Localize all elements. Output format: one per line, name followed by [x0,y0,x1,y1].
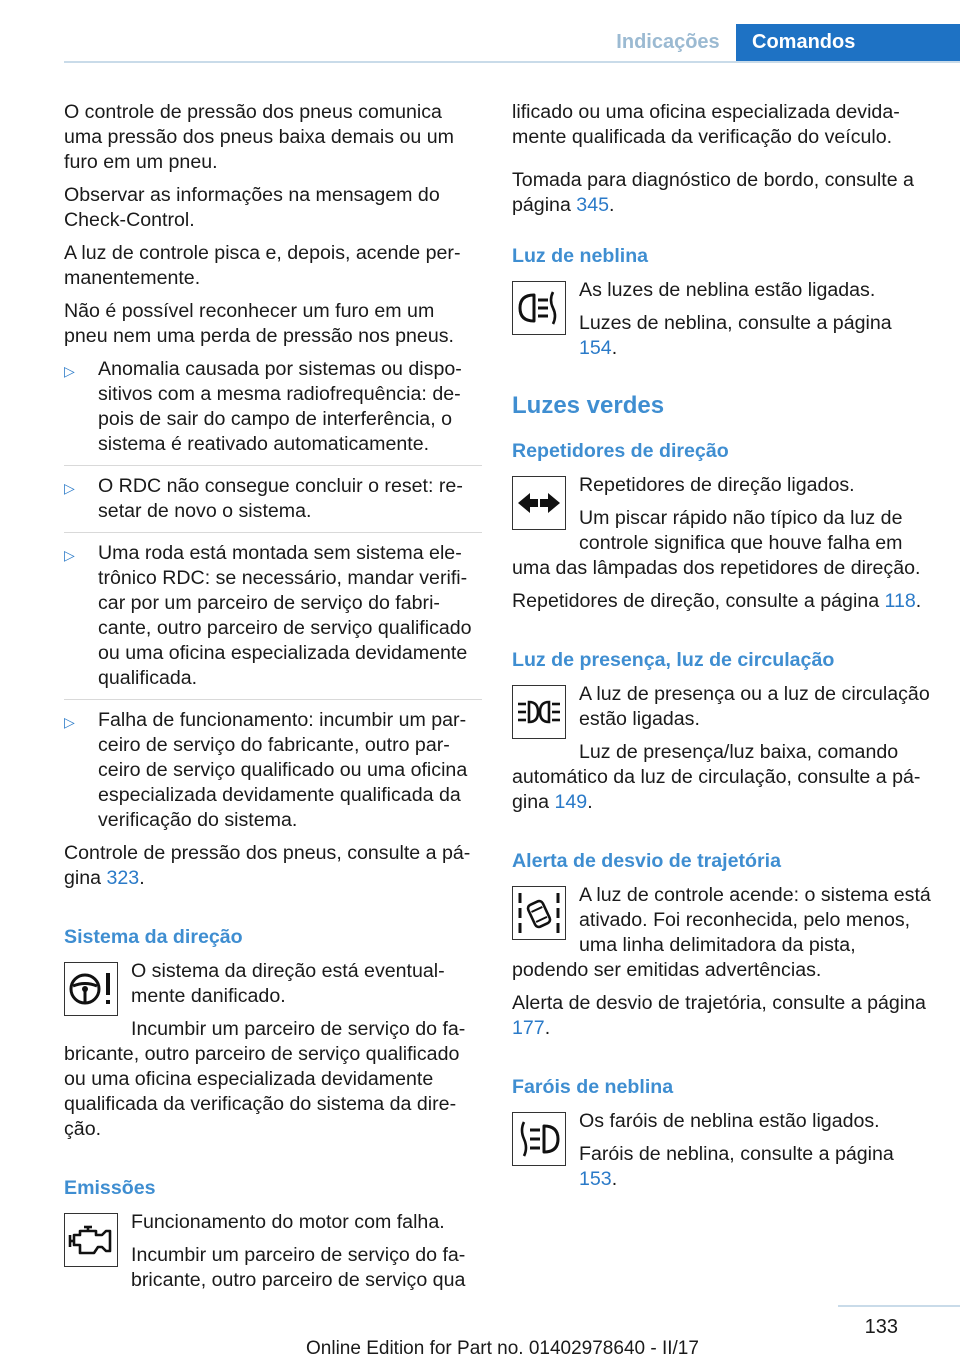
footer-rule [838,1305,960,1307]
foglamps-p2: Faróis de neblina, consulte a página 153. [579,1143,894,1190]
page-link-118[interactable]: 118 [884,590,916,612]
right-column [512,100,932,1200]
control-light-note: A luz de controle pisca e, depois, acende permanentemente. [64,242,461,289]
page-link-323[interactable]: 323 [106,867,140,889]
section-title-lane-departure: Alerta de desvio de trajetória [512,850,781,872]
causes-list [64,357,482,833]
triangle-bullet-icon: ▷ [64,547,75,563]
parking-p2: Luz de presença/luz baixa, comando automático da luz de circulação, consulte a página 149. [512,741,921,813]
tire-pressure-intro: O controle de pressão dos pneus comunica uma pressão dos pneus baixa demais ou um furo em um pneu. [64,101,454,173]
page-link-149[interactable]: 149 [554,791,588,813]
triangle-bullet-icon: ▷ [64,714,75,730]
turn-p3: Repetidores de direção, consulte a página 118. [512,590,922,612]
lane-p1: A luz de controle acende: o sistema está ativado. Foi reconhecida, pelo menos, uma linha delimitadora da pista, podendo ser emitidas advertências. [512,884,931,981]
list-item: ▷ Anomalia causada por sistemas ou dispositivos com a mesma radiofrequência: depois de sair do campo de interferência, o sistema é reativado automaticamente. [64,357,482,466]
section-title-fog-light: Luz de neblina [512,245,649,267]
obd-reference: Tomada para diagnóstico de bordo, consulte a página 345. [512,169,914,216]
triangle-bullet-icon: ▷ [64,363,75,379]
section-title-green-lights: Luzes verdes [512,392,665,419]
engine-icon [64,1213,118,1267]
fog-lamp-icon [512,1112,566,1166]
parking-light-icon [512,685,566,739]
left-column [64,100,482,1301]
foglamps-p1: Os faróis de neblina estão ligados. [579,1110,880,1132]
header-rule [64,61,960,63]
section-title-turn-signals: Repetidores de direção [512,440,729,462]
list-item: ▷ O RDC não consegue concluir o reset: resetar de novo o sistema. [64,474,482,533]
emissions-p1: Funcionamento do motor com falha. [131,1211,445,1233]
detection-note: Não é possível reconhecer um furo em um pneu nem uma perda de pressão nos pneus. [64,300,454,347]
steering-p2: Incumbir um parceiro de serviço do fabricante, outro parceiro de serviço qualificado ou uma oficina especializada devidamente qualificada da verificação do sistema da direção. [64,1018,466,1140]
section-title-fog-lamps: Faróis de neblina [512,1076,674,1098]
turn-p1: Repetidores de direção ligados. [579,474,855,496]
page-link-154[interactable]: 154 [579,337,612,359]
parking-p1: A luz de presença ou a luz de circulação estão ligadas. [579,683,930,730]
fog-p1: As luzes de neblina estão ligadas. [579,279,876,301]
tab-commands[interactable]: Comandos [736,24,960,61]
check-control-note: Observar as informações na mensagem do Check-Control. [64,184,440,231]
section-title-steering: Sistema da direção [64,926,243,948]
page-link-345[interactable]: 345 [576,194,609,216]
tire-pressure-reference: Controle de pressão dos pneus, consulte a página 323. [64,842,471,889]
list-item: ▷ Falha de funcionamento: incumbir um parceiro de serviço do fabricante, outro parceiro de serviço qualificado ou uma oficina especializada devidamente qualificada da verificação do sistema. [64,709,468,831]
page-link-153[interactable]: 153 [579,1168,612,1190]
lane-departure-icon [512,886,566,940]
steering-p1: O sistema da direção está eventualmente danificado. [131,960,445,1007]
emissions-p2: Incumbir um parceiro de serviço do fabricante, outro parceiro de serviço qua [131,1244,466,1291]
continued-text: lificado ou uma oficina especializada devidamente qualificada da verificação do veículo. [512,101,900,148]
fog-p2: Luzes de neblina, consulte a página 154. [579,312,892,359]
page-number: 133 [864,1316,898,1338]
steering-warning-icon [64,962,118,1016]
section-title-parking-light: Luz de presença, luz de circulação [512,649,835,671]
turn-signal-icon [512,476,566,530]
section-title-emissions: Emissões [64,1177,156,1199]
list-item: ▷ Uma roda está montada sem sistema eletrônico RDC: se necessário, mandar verificar por um parceiro de serviço do fabricante, outro parceiro de serviço qualificado ou uma oficina especializada devidamente qualificada. [64,541,482,700]
lane-p2: Alerta de desvio de trajetória, consulte a página 177. [512,992,926,1039]
tab-indications[interactable]: Indicações [616,31,720,53]
fog-light-icon [512,281,566,335]
edition-footer: Online Edition for Part no. 01402978640 - II/17 [306,1338,699,1359]
page-link-177[interactable]: 177 [512,1017,545,1039]
triangle-bullet-icon: ▷ [64,480,75,496]
turn-p2: Um piscar rápido não típico da luz de controle significa que houve falha em uma das lâmpadas dos repetidores de direção. [512,507,921,579]
